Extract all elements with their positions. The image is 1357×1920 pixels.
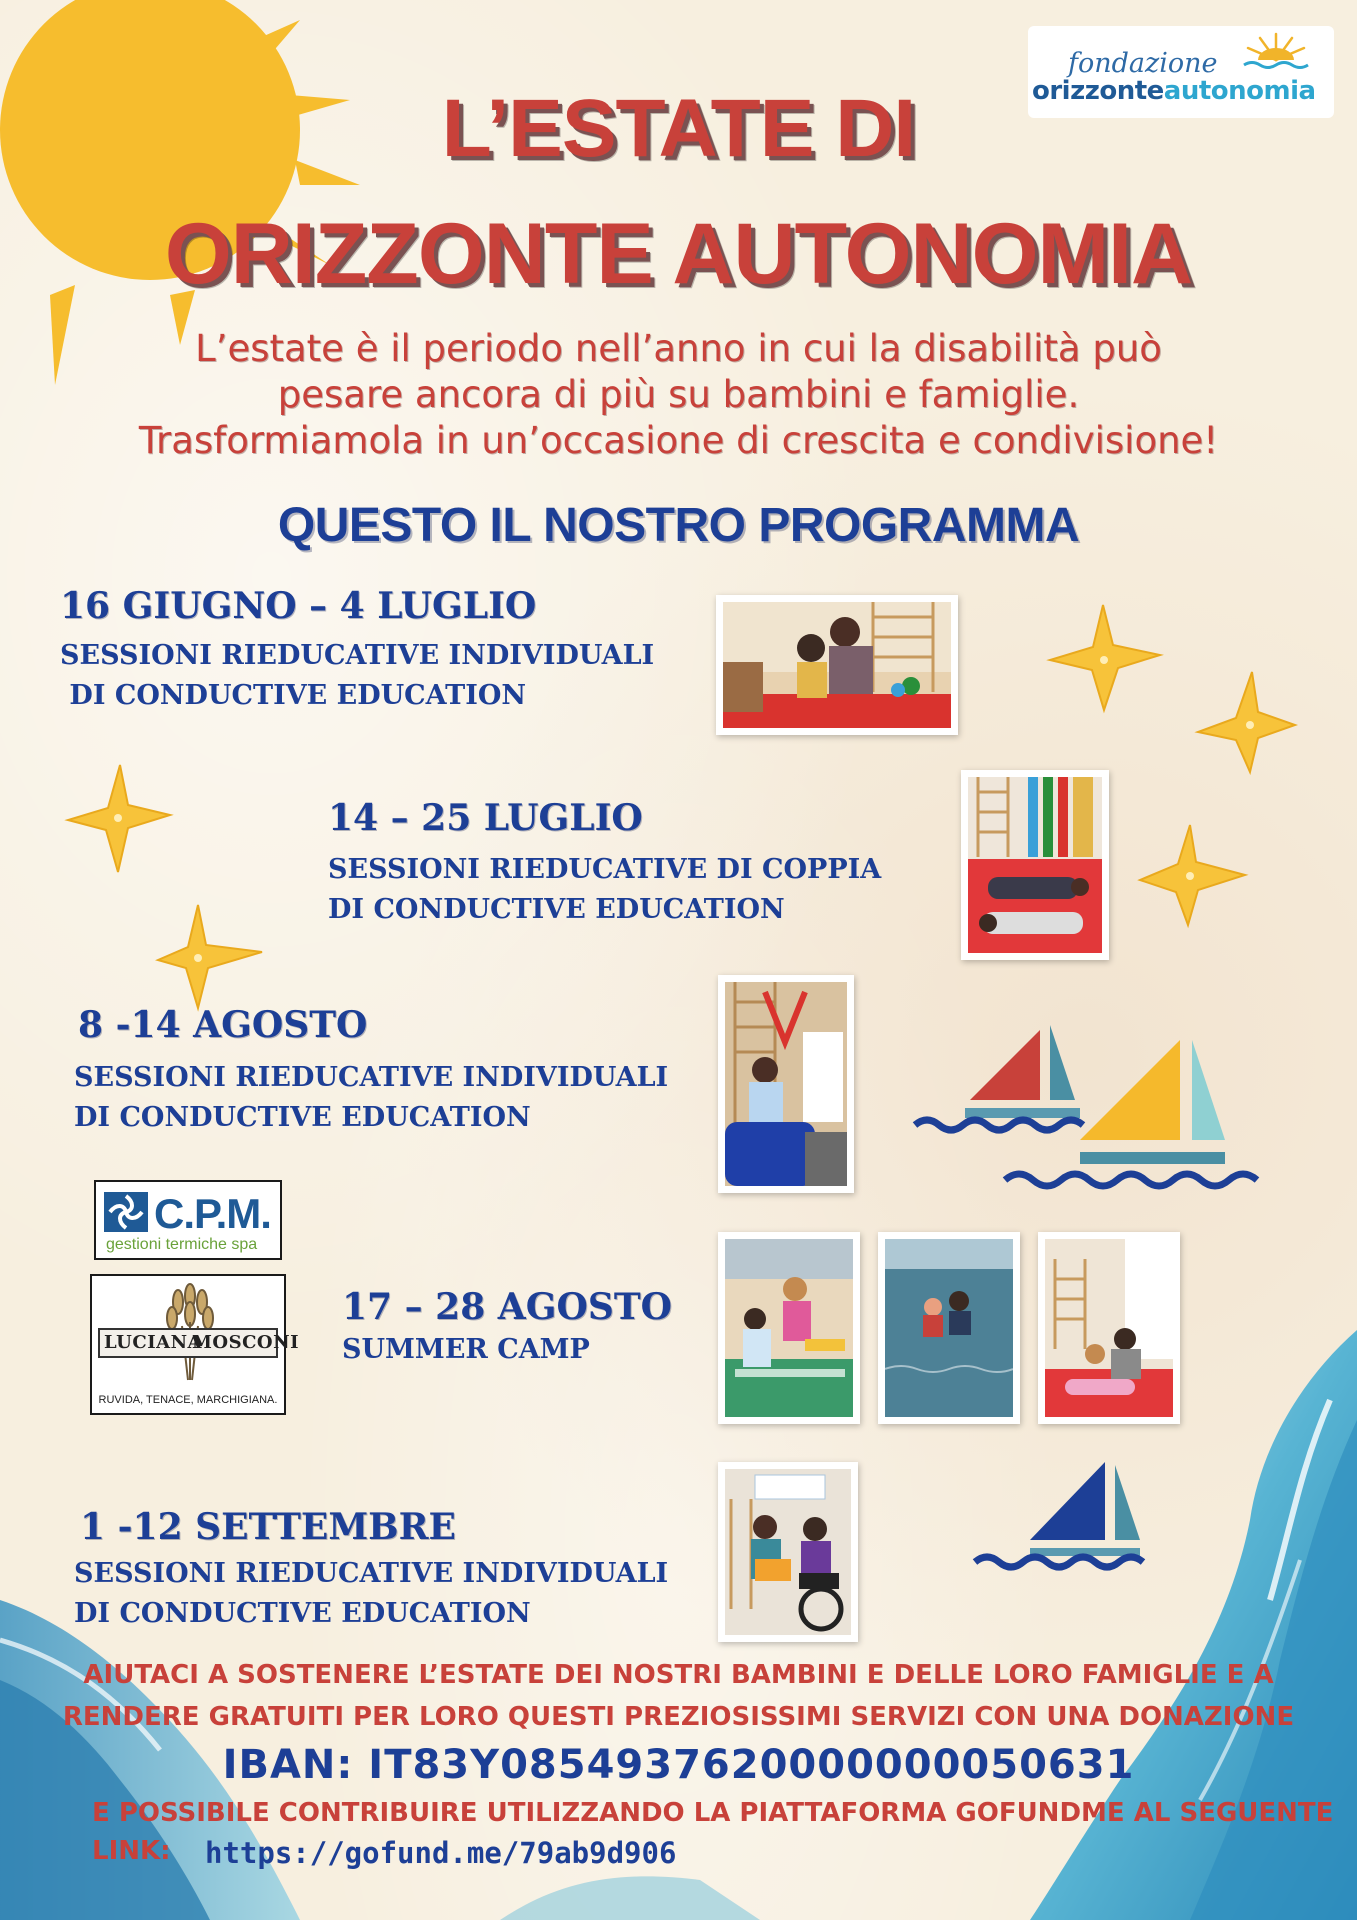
program-date-3: 8 -14 AGOSTO bbox=[78, 1004, 368, 1046]
program-date-4: 17 – 28 AGOSTO bbox=[342, 1286, 672, 1328]
sponsor-luciana-mosconi-logo bbox=[90, 1274, 299, 1415]
contribute-text: E POSSIBILE CONTRIBUIRE UTILIZZANDO LA PIATTAFORMA GOFUNDME AL SEGUENTE bbox=[92, 1798, 1334, 1828]
lm-first-name: LUCIANA bbox=[104, 1332, 202, 1353]
sponsor-cpm-logo bbox=[94, 1180, 282, 1260]
title-line1: L’ESTATE DI bbox=[441, 83, 916, 174]
cpm-name: C.P.M. bbox=[154, 1190, 271, 1237]
sailboat-icon bbox=[1030, 1462, 1140, 1556]
cpm-emblem-icon bbox=[104, 1192, 148, 1232]
link-label: LINK: bbox=[92, 1836, 171, 1866]
photo-session-3 bbox=[718, 975, 854, 1193]
title-line2: ORIZZONTE AUTONOMIA bbox=[164, 206, 1193, 302]
logo-sun-icon bbox=[1238, 30, 1314, 70]
gofundme-link[interactable]: https://gofund.me/79ab9d906 bbox=[205, 1836, 677, 1870]
starfish-icon bbox=[158, 905, 262, 1008]
program-date-1: 16 GIUGNO – 4 LUGLIO bbox=[60, 585, 537, 627]
program-desc-3a: SESSIONI RIEDUCATIVE INDIVIDUALI bbox=[74, 1062, 669, 1093]
logo-word-autonomia: autonomia bbox=[1163, 76, 1316, 106]
intro-line3: Trasformiamola in un’occasione di crescita e condivisione! bbox=[138, 419, 1219, 462]
photo-summer-camp-2 bbox=[878, 1232, 1020, 1424]
program-date-5: 1 -12 SETTEMBRE bbox=[80, 1506, 456, 1548]
logo-line1: fondazione bbox=[1068, 48, 1218, 79]
photo-session-2 bbox=[961, 770, 1109, 960]
appeal-line2: RENDERE GRATUITI PER LORO QUESTI PREZIOSISSIMI SERVIZI CON UNA DONAZIONE bbox=[62, 1702, 1295, 1732]
program-heading: QUESTO IL NOSTRO PROGRAMMA bbox=[277, 499, 1080, 552]
program-desc-1b: DI CONDUCTIVE EDUCATION bbox=[60, 680, 527, 711]
lm-tagline: RUVIDA, TENACE, MARCHIGIANA. bbox=[98, 1394, 278, 1406]
program-desc-4: SUMMER CAMP bbox=[342, 1334, 590, 1365]
sailboat-icon bbox=[1080, 1040, 1225, 1164]
program-desc-2a: SESSIONI RIEDUCATIVE DI COPPIA bbox=[328, 854, 882, 885]
appeal-line1: AIUTACI A SOSTENERE L’ESTATE DEI NOSTRI BAMBINI E DELLE LORO FAMIGLIE E A bbox=[83, 1660, 1274, 1690]
sailboat-icon bbox=[965, 1025, 1080, 1118]
photo-summer-camp-3 bbox=[1038, 1232, 1180, 1424]
program-desc-2b: DI CONDUCTIVE EDUCATION bbox=[328, 894, 785, 925]
program-desc-5b: DI CONDUCTIVE EDUCATION bbox=[74, 1598, 531, 1629]
wave-icon bbox=[975, 1557, 1143, 1567]
photo-session-5 bbox=[718, 1462, 858, 1642]
cpm-subtitle: gestioni termiche spa bbox=[106, 1236, 258, 1253]
program-desc-3b: DI CONDUCTIVE EDUCATION bbox=[74, 1102, 531, 1133]
photo-summer-camp-1 bbox=[718, 1232, 860, 1424]
program-desc-1a: SESSIONI RIEDUCATIVE INDIVIDUALI bbox=[60, 640, 655, 671]
iban: IBAN: IT83Y0854937620000000050631 bbox=[222, 1742, 1135, 1788]
photo-session-1 bbox=[716, 595, 958, 735]
lm-last-name: MOSCONI bbox=[192, 1332, 299, 1353]
starfish-icon bbox=[1198, 672, 1295, 772]
intro-line1: L’estate è il periodo nell’anno in cui la disabilità può bbox=[195, 327, 1162, 370]
intro-line2: pesare ancora di più su bambini e famiglie. bbox=[277, 373, 1080, 416]
logo-word-orizzonte: orizzonte bbox=[1032, 76, 1164, 106]
program-desc-5a: SESSIONI RIEDUCATIVE INDIVIDUALI bbox=[74, 1558, 669, 1589]
program-date-2: 14 – 25 LUGLIO bbox=[328, 797, 643, 839]
